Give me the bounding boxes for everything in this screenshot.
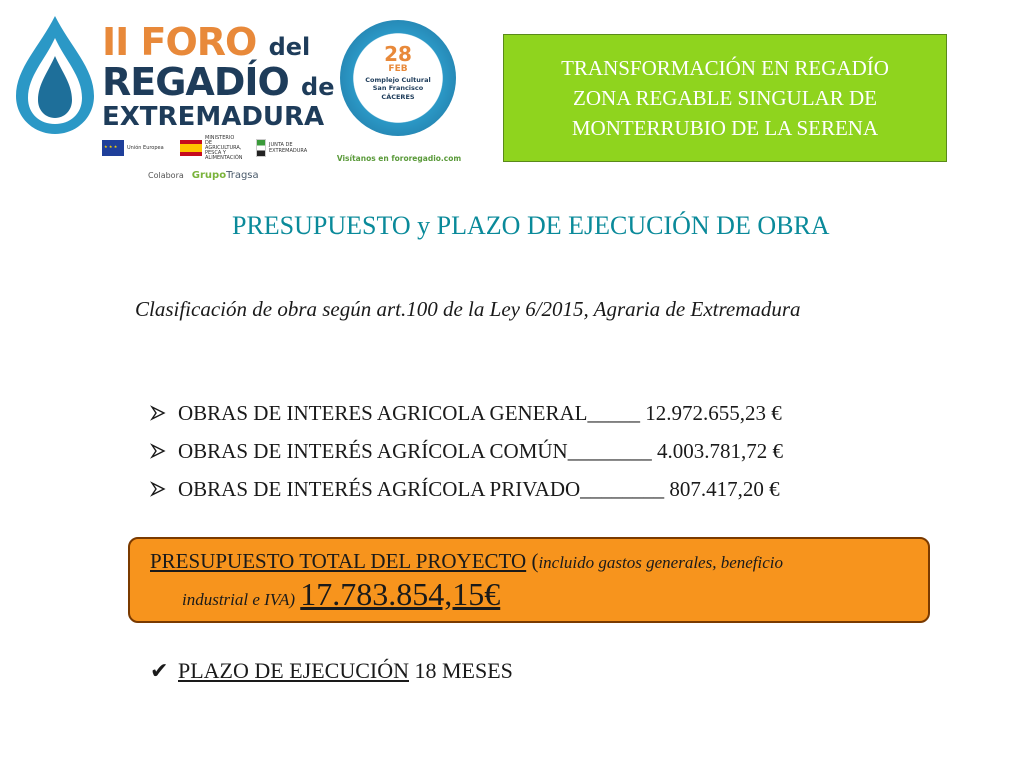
tragsa-g-icon: Grupo xyxy=(191,170,227,181)
title-line-3: MONTERRUBIO DE LA SERENA xyxy=(571,116,879,140)
total-line-1: PRESUPUESTO TOTAL DEL PROYECTO (incluido gastos generales, beneficio xyxy=(150,549,784,573)
foro-logo xyxy=(10,12,335,192)
total-line-2 xyxy=(150,577,908,617)
logo-title-line3: EXTREMADURA xyxy=(102,102,325,132)
deadline-value: 18 MESES xyxy=(414,658,513,683)
spain-flag-icon xyxy=(180,140,202,156)
badge-month: FEB xyxy=(388,64,408,74)
check-icon: ✔ xyxy=(150,658,169,683)
section-heading: PRESUPUESTO y PLAZO DE EJECUCIÓN DE OBRA xyxy=(232,211,830,240)
arrow-bullet-icon xyxy=(150,405,178,421)
collab-row: Colabora GrupoTragsa xyxy=(148,170,259,181)
total-note-2: industrial e IVA) xyxy=(182,590,295,609)
list-item: OBRAS DE INTERÉS AGRÍCOLA COMÚN________ 4.003.781,72 € xyxy=(150,432,950,470)
total-budget-box xyxy=(128,537,930,623)
arrow-bullet-icon xyxy=(150,481,178,497)
deadline-label: PLAZO DE EJECUCIÓN xyxy=(178,658,409,683)
logo-title-line1: II FORO del xyxy=(102,20,311,64)
list-item: OBRAS DE INTERÉS AGRÍCOLA PRIVADO________ 807.417,20 € xyxy=(150,470,950,508)
list-item: OBRAS DE INTERES AGRICOLA GENERAL_____ 12.972.655,23 € xyxy=(150,394,950,432)
extremadura-flag-icon xyxy=(256,139,266,157)
eu-flag-icon xyxy=(102,140,124,156)
total-note-1: incluido gastos generales, beneficio xyxy=(538,553,784,572)
title-line-1: TRANSFORMACIÓN EN REGADÍO xyxy=(561,56,889,80)
badge-city: CÁCERES xyxy=(381,93,415,101)
badge-venue: Complejo Cultural San Francisco xyxy=(365,76,431,92)
eu-logo: ★ ★ ★ Unión Europea xyxy=(102,138,164,158)
classification-text: Clasificación de obra según art.100 de la Ley 6/2015, Agraria de Extremadura xyxy=(135,297,801,321)
logo-title-line2: REGADÍO de xyxy=(102,60,335,104)
deadline-line xyxy=(150,658,513,684)
tragsa-logo: GrupoTragsa xyxy=(191,170,259,181)
water-drop-icon xyxy=(10,12,100,137)
title-line-2: ZONA REGABLE SINGULAR DE xyxy=(573,86,877,110)
title-box xyxy=(503,34,947,162)
ministry-logo: MINISTERIO DE AGRICULTURA, PESCA Y ALIMENTACIÓN xyxy=(180,138,240,158)
event-badge xyxy=(334,20,464,165)
badge-day: 28 xyxy=(384,42,412,66)
total-label: PRESUPUESTO TOTAL DEL PROYECTO xyxy=(150,549,527,573)
total-amount: 17.783.854,15€ xyxy=(300,576,501,612)
arrow-bullet-icon xyxy=(150,443,178,459)
badge-url: Visítanos en fororegadio.com xyxy=(336,154,462,163)
works-list xyxy=(150,394,950,508)
badge-inner xyxy=(358,38,438,118)
junta-logo: JUNTA DE EXTREMADURA xyxy=(256,138,306,158)
